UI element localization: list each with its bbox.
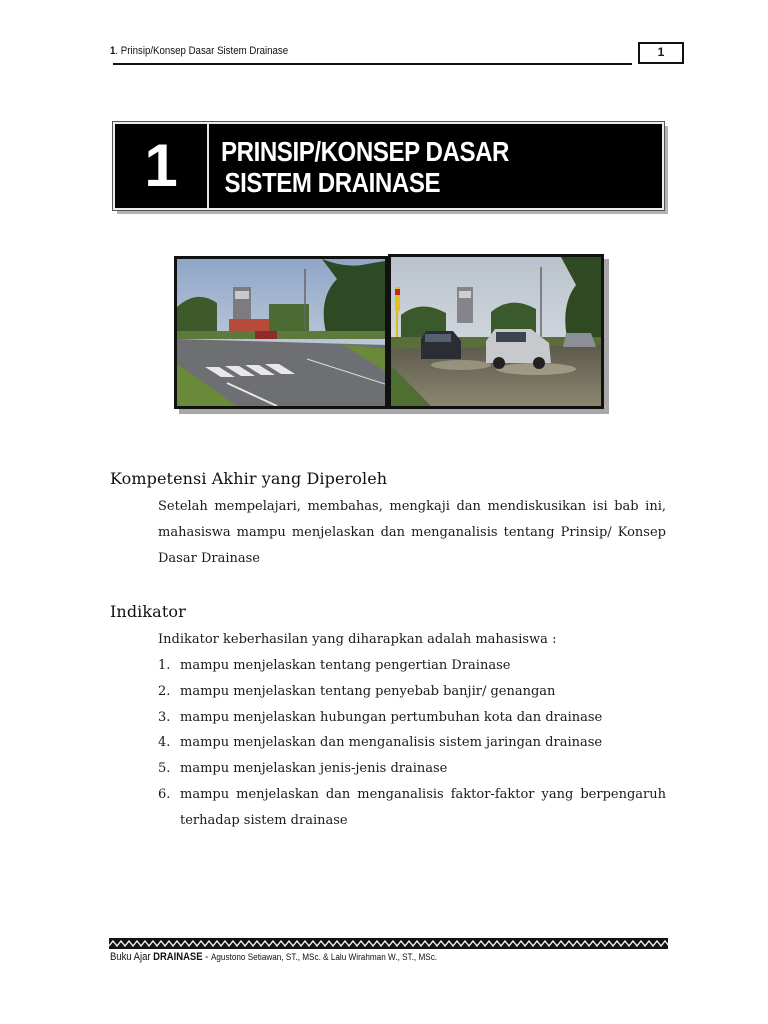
competency-heading: Kompetensi Akhir yang Diperoleh xyxy=(110,469,388,488)
list-item-number: 6. xyxy=(158,786,171,802)
indicator-heading: Indikator xyxy=(110,602,186,621)
list-item-text: mampu menjelaskan tentang penyebab banjir/ genangan xyxy=(180,683,556,699)
header-rule xyxy=(113,63,632,65)
list-item-number: 5. xyxy=(158,761,171,777)
footer-prefix: Buku Ajar xyxy=(110,951,154,963)
list-item-text: mampu menjelaskan hubungan pertumbuhan kota dan drainase xyxy=(180,709,603,725)
page-number: 1 xyxy=(638,42,684,64)
header-chapter-title: . Prinsip/Konsep Dasar Sistem Drainase xyxy=(115,45,289,57)
banner-divider xyxy=(207,124,209,208)
list-item-number: 1. xyxy=(158,658,171,673)
list-item-text: mampu menjelaskan jenis-jenis drainase xyxy=(180,761,448,777)
chapter-number: 1 xyxy=(144,132,178,199)
list-item xyxy=(158,653,666,679)
competency-text: Setelah mempelajari, membahas, mengkaji dan mendiskusikan isi bab ini, mahasiswa mampu menjelaskan dan menganalisis tentang Prinsip/ Konsep Dasar Drainase xyxy=(158,499,666,566)
list-item-text: mampu menjelaskan dan menganalisis faktor-faktor yang berpengaruh terhadap sistem drainase xyxy=(180,786,666,828)
footer-authors: Agustono Setiawan, ST., MSc. & Lalu Wirahman W., ST., MSc. xyxy=(210,952,438,963)
list-item xyxy=(158,730,666,756)
footer-brand: DRAINASE xyxy=(153,951,203,963)
list-item-number: 2. xyxy=(158,683,171,699)
list-item xyxy=(158,705,666,731)
photo-flooded-road xyxy=(388,254,604,409)
chapter-title xyxy=(221,136,509,198)
list-item-number: 4. xyxy=(158,735,171,751)
chapter-banner xyxy=(113,122,664,210)
indicator-list xyxy=(158,653,666,834)
list-item xyxy=(158,782,666,834)
footer-separator: - xyxy=(202,951,211,963)
chapter-title-line-1: PRINSIP/KONSEP DASAR xyxy=(221,136,510,167)
photo-dry-road xyxy=(174,256,388,409)
footer xyxy=(110,951,437,963)
running-header xyxy=(110,45,288,57)
list-item-number: 3. xyxy=(158,709,171,725)
list-item-text: mampu menjelaskan dan menganalisis sistem jaringan drainase xyxy=(180,735,603,751)
header-chapter-number: 1 xyxy=(110,45,116,57)
list-item-text: mampu menjelaskan tentang pengertian Drainase xyxy=(180,658,511,673)
chapter-title-line-2: SISTEM DRAINASE xyxy=(224,167,441,198)
list-item xyxy=(158,679,666,705)
list-item xyxy=(158,756,666,782)
indicator-intro: Indikator keberhasilan yang diharapkan adalah mahasiswa : xyxy=(158,632,557,647)
footer-decorative-border xyxy=(109,934,668,945)
